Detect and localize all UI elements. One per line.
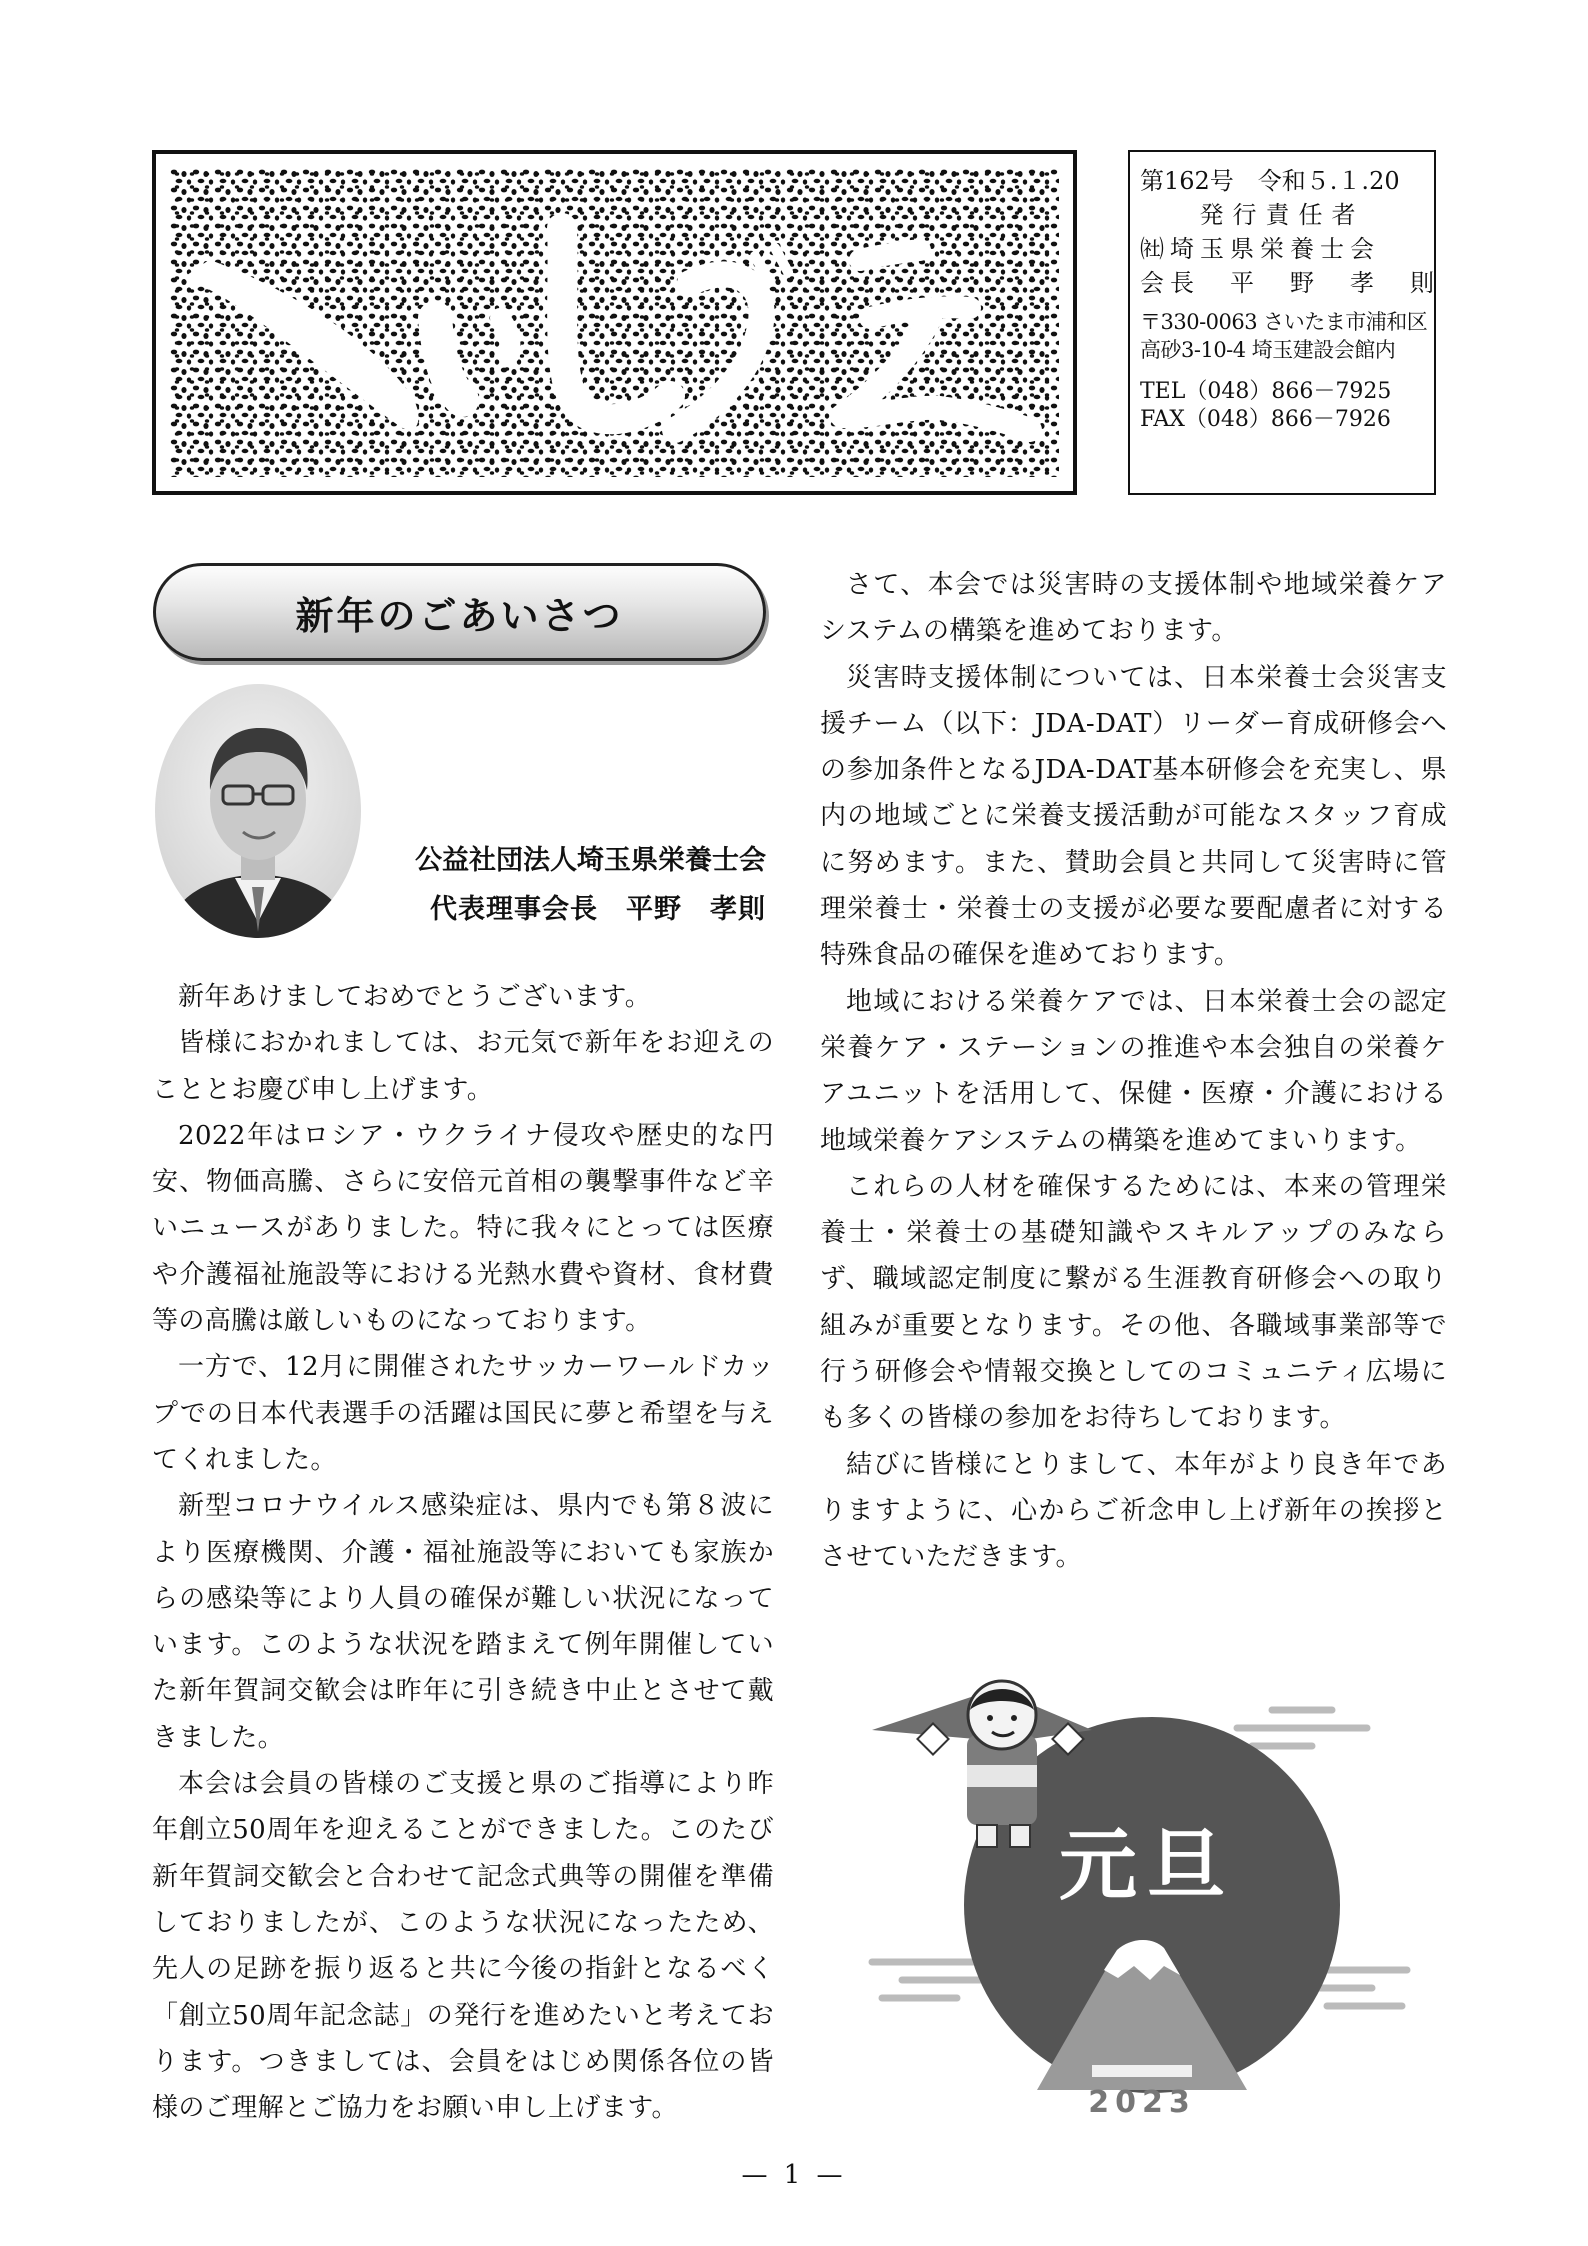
- fax-number: FAX（048）866－7926: [1140, 407, 1391, 432]
- publication-info: [1128, 150, 1440, 495]
- publisher-president: 会長 平 野 孝 則: [1140, 269, 1440, 297]
- publisher-label: 発行責任者: [1199, 201, 1365, 229]
- article-right-column: [820, 562, 1447, 1581]
- issue-number: 第162号 令和５.１.20: [1140, 167, 1400, 195]
- article-title: 新年のごあいさつ: [295, 592, 624, 638]
- article-left-column: [152, 974, 774, 2131]
- paragraph: 結びに皆様にとりまして、本年がより良き年でありますように、心からご祈念申し上げ新年の挨拶とさせていただきます。: [820, 1449, 1447, 1573]
- page-number: — 1 —: [741, 2160, 847, 2190]
- author-organization: 公益社団法人埼玉県栄養士会: [415, 845, 766, 876]
- masthead-logo: [152, 150, 1077, 495]
- address-line-1: 〒330-0063 さいたま市浦和区: [1140, 310, 1428, 334]
- paragraph: 本会は会員の皆様のご支援と県のご指導により昨年創立50周年を迎えることができました。このたび新年賀詞交歓会と合わせて記念式典等の開催を準備しておりましたが、このような状況になったため、先人の足跡を振り返ると共に今後の指針となるべく「創立50周年記念誌」の発行を進めたいと考えております。つきましては、会員をはじめ関係各位の皆様のご理解とご協力をお願い申し上げます。: [152, 1769, 774, 2124]
- author-name: 代表理事会長 平野 孝則: [430, 894, 766, 925]
- paragraph: これらの人材を確保するためには、本来の管理栄養士・栄養士の基礎知識やスキルアップのみならず、職域認定制度に繋がる生涯教育研修会への取り組みが重要となります。その他、各職域事業部等で行う研修会や情報交換としてのコミュニティ広場にも多くの皆様の参加をお待ちしております。: [820, 1171, 1447, 1434]
- paragraph: 一方で、12月に開催されたサッカーワールドカップでの日本代表選手の活躍は国民に夢と希望を与えてくれました。: [152, 1352, 774, 1475]
- paragraph: 皆様におかれましては、お元気で新年をお迎えのこととお慶び申し上げます。: [152, 1028, 774, 1105]
- address-line-2: 高砂3-10-4 埼玉建設会館内: [1140, 338, 1396, 362]
- author-portrait: [153, 682, 363, 940]
- illustration-caption: 元旦: [1058, 1821, 1236, 1911]
- paragraph: 新年あけましておめでとうございます。: [178, 982, 652, 1012]
- paragraph: さて、本会では災害時の支援体制や地域栄養ケアシステムの構築を進めております。: [820, 570, 1447, 647]
- publisher-org: ㈳埼玉県栄養士会: [1140, 235, 1380, 263]
- paragraph: 新型コロナウイルス感染症は、県内でも第８波により医療機関、介護・福祉施設等においても家族からの感染等により人員の確保が難しい状況になっています。このような状況を踏まえて例年開催していた新年賀詞交歓会は昨年に引き続き中止とさせて戴きました。: [152, 1491, 774, 1753]
- illustration-year: 2023: [1088, 2085, 1196, 2120]
- paragraph: 2022年はロシア・ウクライナ侵攻や歴史的な円安、物価高騰、さらに安倍元首相の襲撃事件など辛いニュースがありました。特に我々にとっては医療や介護福祉施設等における光熱水費や資材、食材費等の高騰は厳しいものになっております。: [152, 1120, 774, 1337]
- tel-number: TEL（048）866－7925: [1140, 379, 1392, 404]
- logo-artwork: [170, 168, 1059, 477]
- new-year-illustration: [862, 1670, 1422, 2120]
- paragraph: 災害時支援体制については、日本栄養士会災害支援チーム（以下：JDA-DAT）リーダー育成研修会への参加条件となるJDA-DAT基本研修会を充実し、県内の地域ごとに栄養支援活動が可能なスタッフ育成に努めます。また、賛助会員と共同して災害時に管理栄養士・栄養士の支援が必要な要配慮者に対する特殊食品の確保を進めております。: [820, 662, 1447, 971]
- paragraph: 地域における栄養ケアでは、日本栄養士会の認定栄養ケア・ステーションの推進や本会独自の栄養ケアユニットを活用して、保健・医療・介護における地域栄養ケアシステムの構築を進めてまいります。: [820, 986, 1447, 1156]
- article-title-banner: [153, 563, 766, 661]
